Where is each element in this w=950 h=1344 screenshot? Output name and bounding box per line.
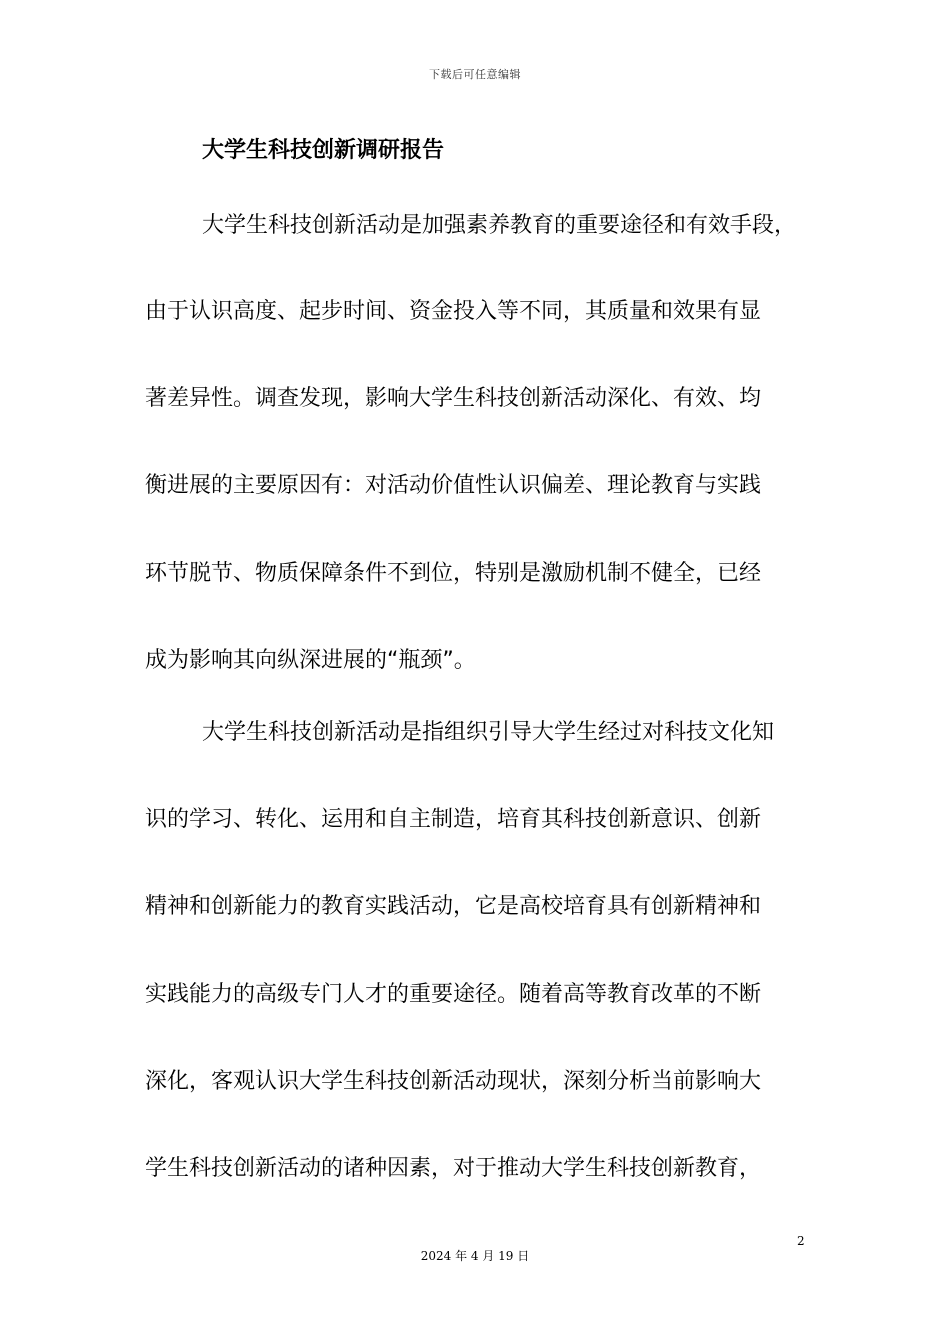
paragraph-line: 实践能力的高级专门人才的重要途径。随着高等教育改革的不断 xyxy=(145,982,762,1007)
paragraph-line: 由于认识高度、起步时间、资金投入等不同，其质量和效果有显 xyxy=(145,299,762,324)
paragraph-line: 学生科技创新活动的诸种因素，对于推动大学生科技创新教育， xyxy=(145,1156,762,1181)
paragraph-line: 识的学习、转化、运用和自主制造，培育其科技创新意识、创新 xyxy=(145,807,762,832)
paragraph-line: 成为影响其向纵深进展的“瓶颈”。 xyxy=(145,648,476,673)
paragraph-line: 深化，客观认识大学生科技创新活动现状，深刻分析当前影响大 xyxy=(145,1069,762,1094)
paragraph-line: 大学生科技创新活动是加强素养教育的重要途径和有效手段， xyxy=(202,213,797,238)
paragraph-line: 著差异性。调查发现，影响大学生科技创新活动深化、有效、均 xyxy=(145,386,762,411)
document-title: 大学生科技创新调研报告 xyxy=(202,138,445,163)
page-number: 2 xyxy=(797,1234,805,1248)
header-note: 下载后可任意编辑 xyxy=(429,68,521,81)
paragraph-line: 环节脱节、物质保障条件不到位，特别是激励机制不健全，已经 xyxy=(145,561,762,586)
paragraph-line: 大学生科技创新活动是指组织引导大学生经过对科技文化知 xyxy=(202,720,775,745)
paragraph-line: 衡进展的主要原因有：对活动价值性认识偏差、理论教育与实践 xyxy=(145,473,762,498)
paragraph-line: 精神和创新能力的教育实践活动，它是高校培育具有创新精神和 xyxy=(145,894,762,919)
footer-date: 2024 年 4 月 19 日 xyxy=(420,1249,530,1263)
